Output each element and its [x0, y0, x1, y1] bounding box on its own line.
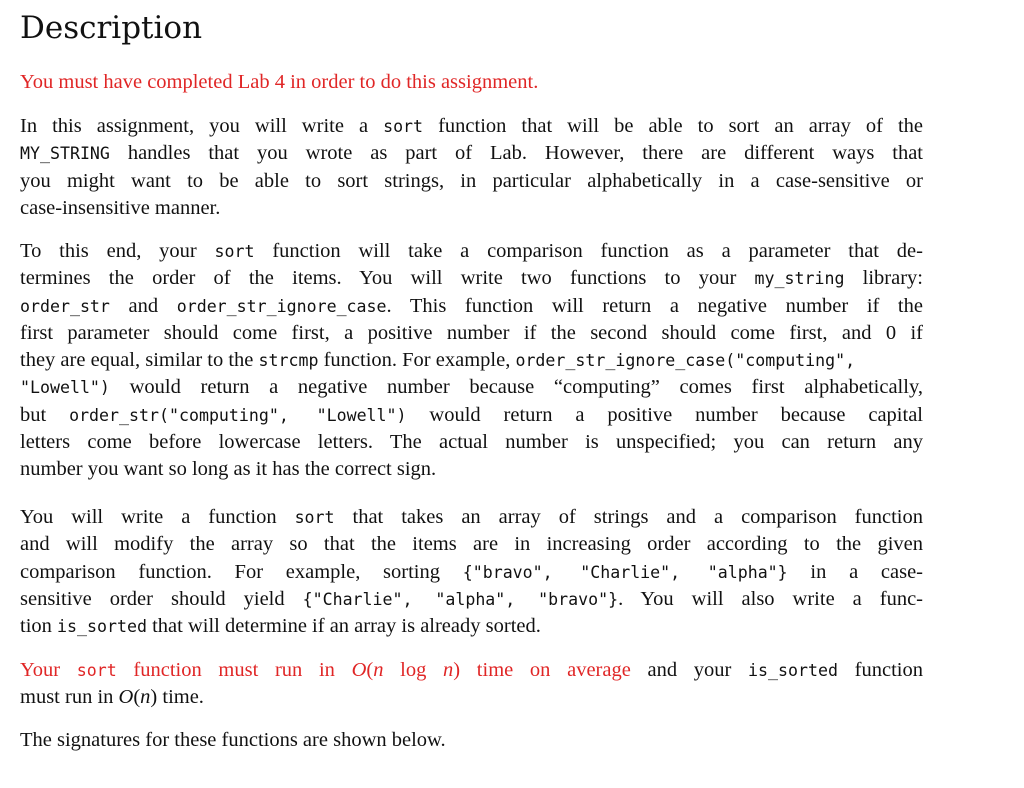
comparison-line-7: but order_str("computing", "Lowell") would return a positive number because capital	[20, 403, 923, 426]
comparison-line-6: "Lowell") would return a negative number because “computing” comes first alphabetically,	[20, 376, 923, 399]
code-example-2: order_str("computing", "Lowell")	[69, 405, 407, 425]
comparison-line-4: first parameter should come first, a positive number if the second should come first, and 0 if	[20, 321, 923, 344]
comparison-line-5: they are equal, similar to the strcmp function. For example, order_str_ignore_case("computing",	[20, 349, 856, 372]
complexity-line-1: Your sort function must run in O(n log n) time on average and your is_sorted function	[20, 659, 923, 681]
intro-line-1: In this assignment, you will write a sort function that will be able to sort an array of the	[20, 115, 923, 137]
code-sort: sort	[76, 661, 117, 680]
intro-line-3: you might want to be able to sort strings, in particular alphabetically in a case-sensitive or	[20, 169, 923, 192]
paragraph-comparison	[20, 238, 923, 484]
code-sort: sort	[294, 508, 335, 527]
code-example-1a: order_str_ignore_case("computing",	[515, 351, 856, 371]
sort-line-5: tion is_sorted that will determine if an array is already sorted.	[20, 615, 541, 638]
code-is-sorted: is_sorted	[57, 617, 147, 637]
code-order-str: order_str	[20, 296, 110, 316]
code-example-output: {"Charlie", "alpha", "bravo"}	[302, 589, 619, 609]
intro-line-2: MY_STRING handles that you wrote as part of Lab. However, there are different ways that	[20, 142, 923, 165]
comparison-line-1: To this end, your sort function will take a comparison function as a parameter that de-	[20, 240, 923, 262]
comparison-line-3: order_str and order_str_ignore_case. This function will return a negative number if the	[20, 294, 923, 317]
paragraph-intro	[20, 113, 923, 222]
sort-line-2: and will modify the array so that the items are in increasing order according to the given	[20, 533, 923, 556]
section-heading: Description	[20, 10, 203, 46]
prerequisite-text: You must have completed Lab 4 in order to do this assignment.	[20, 71, 539, 93]
comparison-line-8: letters come before lowercase letters. The actual number is unspecified; you can return any	[20, 431, 923, 454]
comparison-line-2: termines the order of the items. You will write two functions to your my_string library:	[20, 267, 923, 290]
paragraph-complexity	[20, 657, 923, 712]
closing-text: The signatures for these functions are shown below.	[20, 729, 446, 751]
intro-line-4: case-insensitive manner.	[20, 196, 221, 219]
complexity-n: O(n)	[118, 686, 158, 709]
code-my-string-lib: my_string	[754, 269, 845, 289]
code-sort: sort	[214, 242, 255, 261]
complexity-line-2: must run in O(n) time.	[20, 686, 204, 709]
code-example-input: {"bravo", "Charlie", "alpha"}	[462, 562, 788, 582]
sort-line-1: You will write a function sort that takes an array of strings and a comparison function	[20, 506, 924, 528]
sort-line-4: sensitive order should yield {"Charlie", "alpha", "bravo"}. You will also write a func-	[20, 587, 923, 610]
code-order-str-ignore-case: order_str_ignore_case	[176, 296, 387, 316]
complexity-n-log-n: O(n log n)	[351, 659, 461, 681]
code-example-1b: "Lowell")	[20, 378, 110, 398]
paragraph-closing	[20, 727, 1020, 754]
code-my-string-type: MY_STRING	[20, 144, 110, 164]
code-is-sorted: is_sorted	[748, 661, 838, 680]
prerequisite-notice	[20, 69, 1020, 96]
sort-line-3: comparison function. For example, sorting {"bravo", "Charlie", "alpha"} in a case-	[20, 560, 924, 583]
code-strcmp: strcmp	[258, 351, 319, 371]
code-sort: sort	[383, 117, 424, 136]
comparison-line-9: number you want so long as it has the correct sign.	[20, 458, 437, 481]
paragraph-sort	[20, 504, 923, 640]
